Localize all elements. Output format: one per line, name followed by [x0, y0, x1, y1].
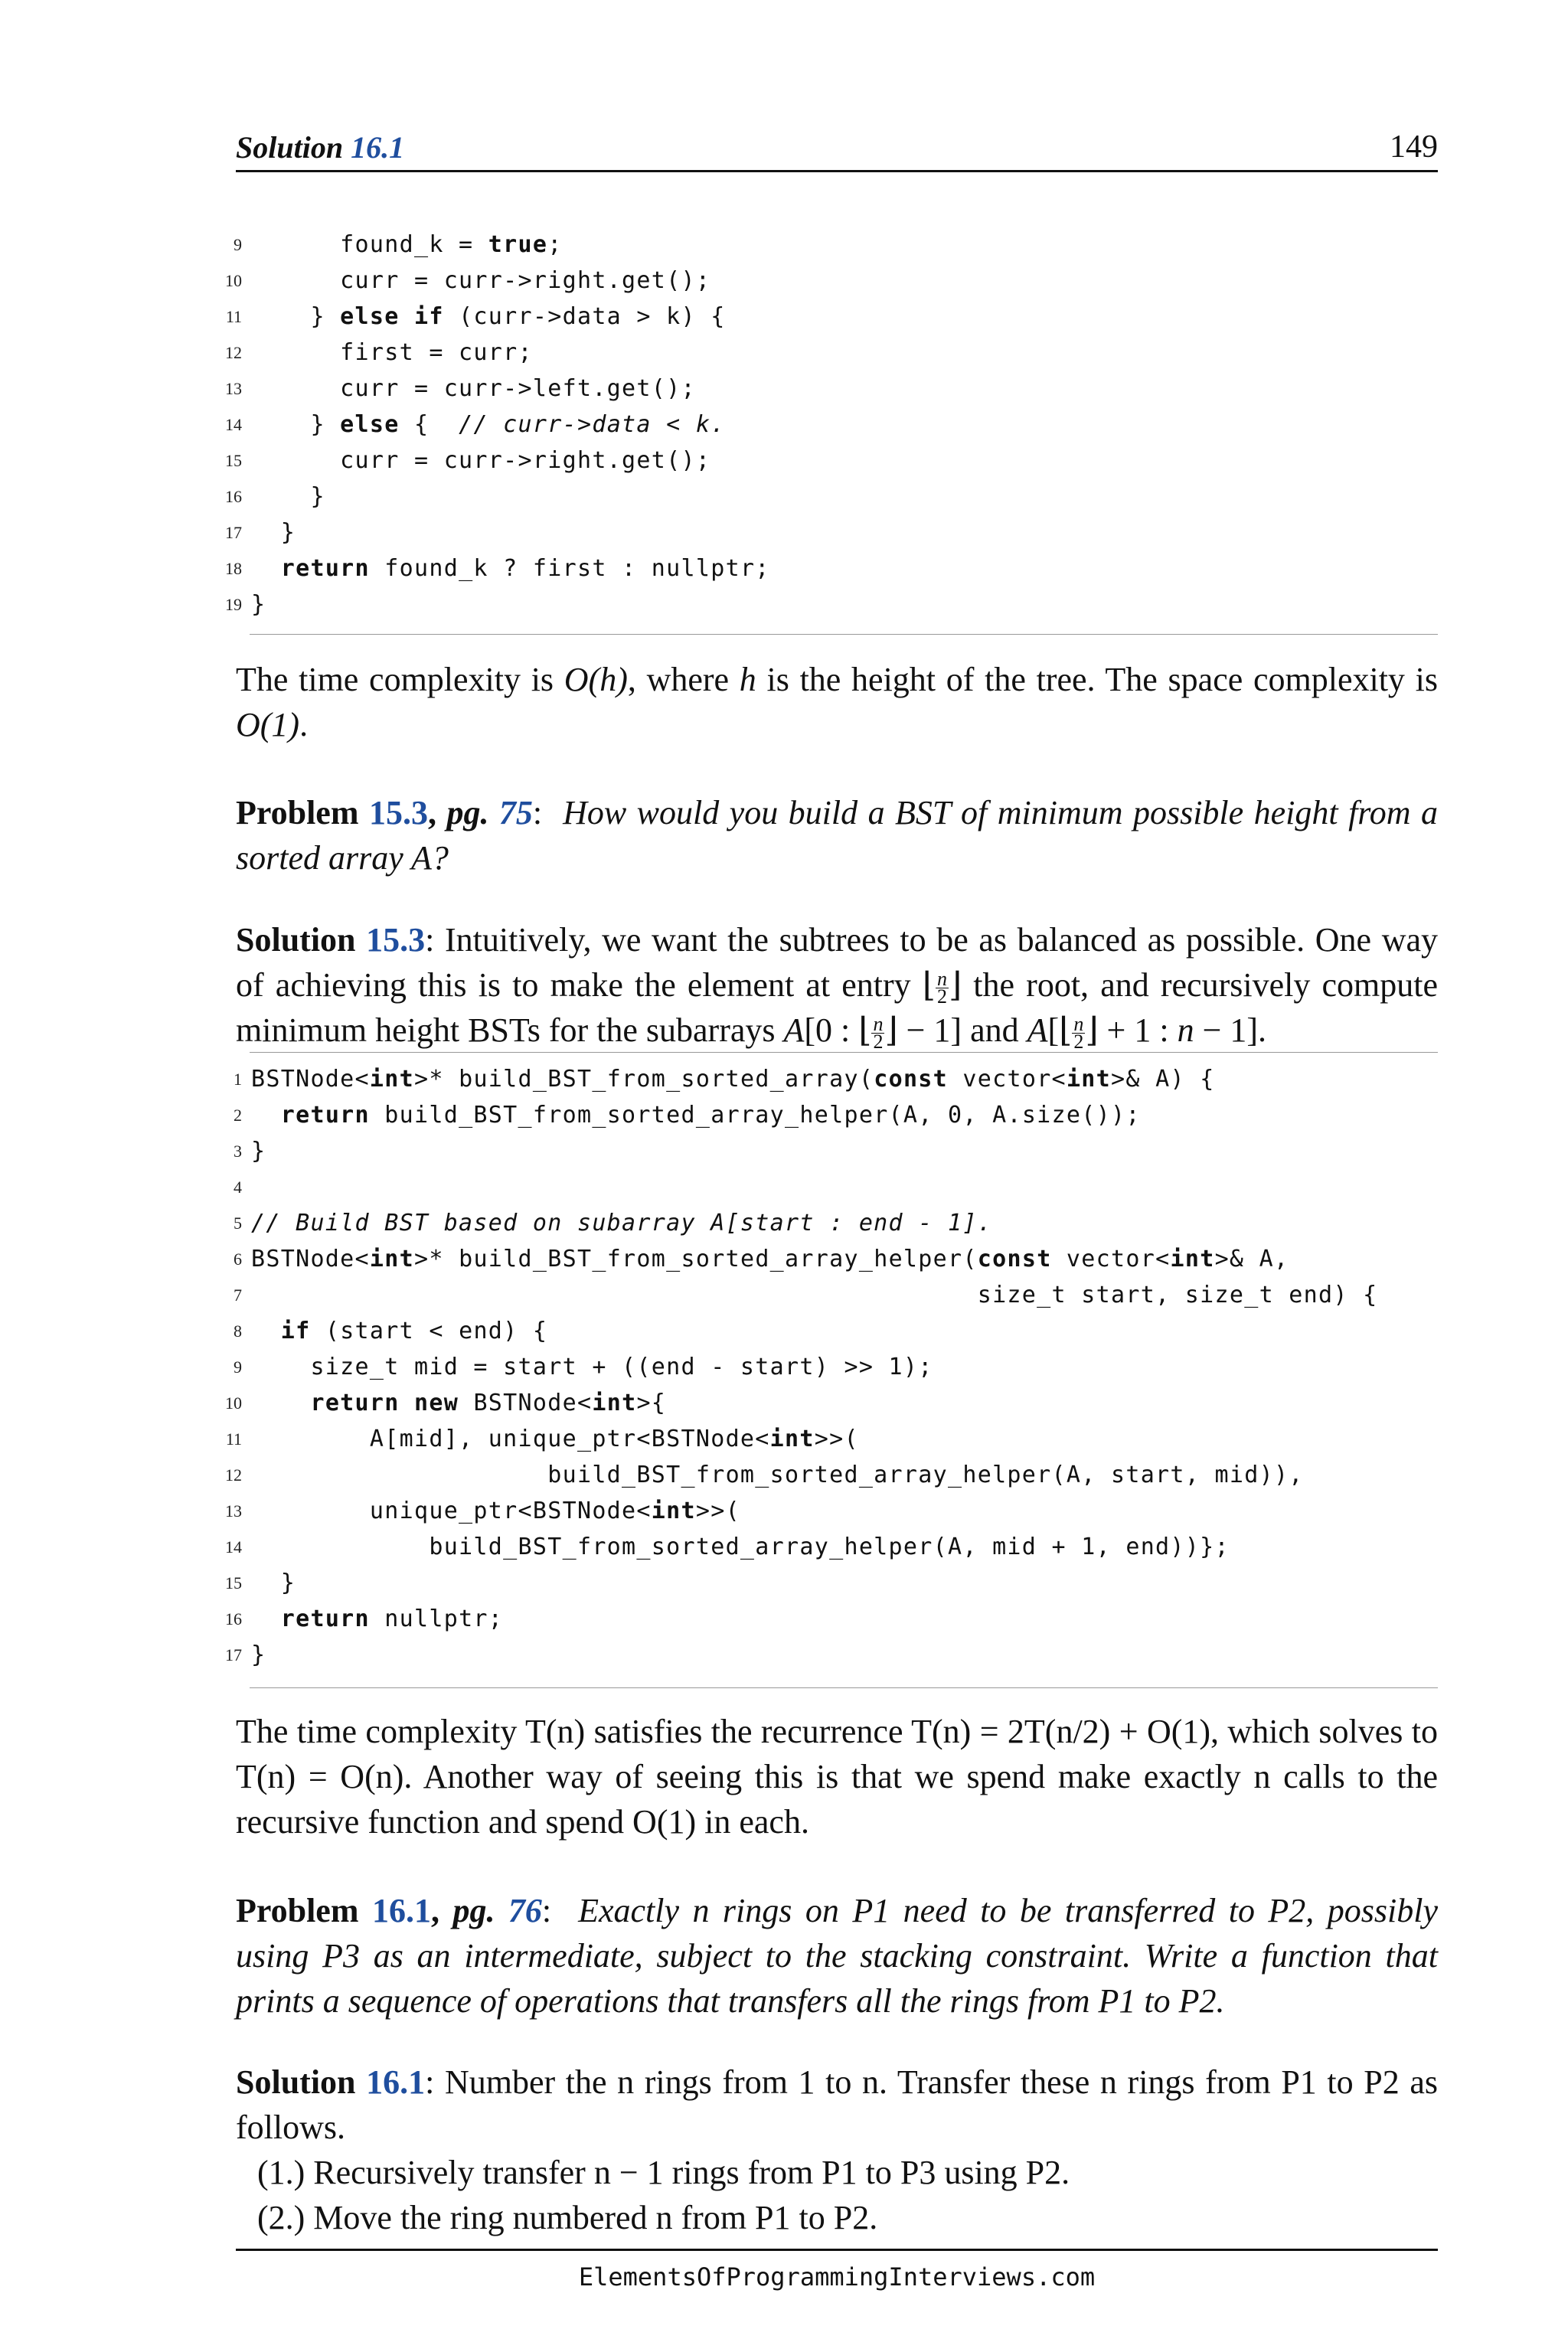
page-number: 149	[1390, 129, 1438, 165]
line-number: 18	[225, 559, 242, 578]
code-line: }	[251, 519, 296, 546]
subarray-left: A	[783, 1011, 805, 1049]
line-number: 3	[234, 1142, 242, 1161]
line-number: 2	[234, 1106, 242, 1125]
line-number: 7	[234, 1285, 242, 1305]
code-rule-top	[250, 1052, 1438, 1053]
line-number: 6	[234, 1250, 242, 1269]
problem-16-1: Problem 16.1, pg. 76: Exactly n rings on P1 need to be transferred to P2, possibly using P3 as an intermediate, subject to the stacking constraint. Write a function that prints a sequence of operations that transfers all the rings from P1 to P2.	[236, 1892, 1438, 2020]
code-line: }	[251, 1642, 266, 1668]
code-line: } else if (curr->data > k) {	[251, 303, 726, 330]
line-number: 10	[225, 271, 242, 290]
code-line: build_BST_from_sorted_array_helper(A, start, mid)),	[251, 1462, 1304, 1488]
page	[225, 0, 1439, 2352]
code-line: curr = curr->right.get();	[251, 267, 711, 294]
code-line: unique_ptr<BSTNode<int>>(	[251, 1498, 740, 1524]
code-line: found_k = true;	[251, 231, 563, 258]
complexity-paragraph-2: The time complexity T(n) satisfies the recurrence T(n) = 2T(n/2) + O(1), which solves to T(n) = O(n). Another way of seeing this is that we spend make exactly n calls to the recursive function and spend O(1) in each.	[236, 1713, 1438, 1841]
text-run: , where	[627, 661, 740, 698]
math-run: h	[739, 661, 756, 698]
line-number: 16	[225, 1609, 242, 1628]
code-line: }	[251, 591, 266, 618]
line-number: 9	[234, 1357, 242, 1377]
code-line: }	[251, 483, 325, 510]
code-line: size_t start, size_t end) {	[251, 1282, 1378, 1308]
step-2: (2.) Move the ring numbered n from P1 to P2.	[257, 2199, 878, 2236]
code-line: build_BST_from_sorted_array_helper(A, mid + 1, end))};	[251, 1534, 1230, 1560]
running-header	[236, 122, 1438, 172]
line-number: 14	[225, 1537, 242, 1557]
line-number: 10	[225, 1393, 242, 1413]
text-run: the root, and recursively compute minimum height BSTs for the subarrays	[236, 966, 1438, 1049]
problem-ref-link[interactable]: 16.1	[371, 1892, 431, 1929]
line-number: 16	[225, 487, 242, 506]
solution-label: Solution	[236, 2063, 356, 2101]
line-number: 9	[234, 235, 242, 254]
line-number: 17	[225, 1645, 242, 1664]
problem-ref-link[interactable]: 15.3	[368, 794, 428, 831]
line-number: 12	[225, 343, 242, 362]
problem-label: Problem	[236, 1892, 359, 1929]
solution-15-3: Solution 15.3: Intuitively, we want the subtrees to be as balanced as possible. One way of achieving this is to make the element at entry ⌊ $\frac{n}{2}$ ⌋ the root, and recursively compute minimum height BSTs for the subarrays A[0 : ⌊ $\frac{n}{2}$ ⌋ − 1] and A[⌊ $\frac{n}{2}$ ⌋ + 1 : n − 1].	[236, 921, 1439, 1054]
code-line: size_t mid = start + ((end - start) >> 1);	[251, 1354, 933, 1380]
code-line: first = curr;	[251, 339, 533, 366]
code-rule-bottom	[250, 634, 1438, 635]
line-number: 11	[225, 307, 242, 326]
problem-label: Problem	[236, 794, 359, 831]
code-line: return found_k ? first : nullptr;	[280, 555, 770, 582]
code-line: curr = curr->right.get();	[251, 447, 711, 474]
problem-statement: How would you build a BST of minimum possible height from a sorted array A?	[236, 794, 1439, 877]
page-ref-link[interactable]: 75	[498, 794, 533, 831]
code-line: BSTNode<int>* build_BST_from_sorted_array_helper(const vector<int>& A,	[251, 1246, 1289, 1272]
math-run: O(1)	[236, 706, 300, 743]
text-run: is the height of the tree. The space complexity is	[756, 661, 1438, 698]
line-number: 19	[225, 595, 242, 614]
text-run: Intuitively, we want the subtrees to be as balanced as possible. One way of achieving this is to make the element at entry	[236, 921, 1439, 1004]
solution-ref-link[interactable]: 16.1	[366, 2063, 426, 2101]
problem-15-3: Problem 15.3, pg. 75: How would you build a BST of minimum possible height from a sorted array A?	[236, 794, 1439, 877]
header-section-label: Solution	[236, 130, 344, 165]
code-line: return new BSTNode<int>{	[310, 1390, 667, 1416]
code-rule-bottom	[250, 1687, 1438, 1688]
code-line: return build_BST_from_sorted_array_helper(A, 0, A.size());	[280, 1102, 1141, 1129]
page-label: pg.	[446, 794, 499, 831]
line-number: 15	[225, 1573, 242, 1592]
line-number: 5	[234, 1214, 242, 1233]
solution-text: Number the n rings from 1 to n. Transfer these n rings from P1 to P2 as follows.	[236, 2063, 1438, 2146]
code-line: BSTNode<int>* build_BST_from_sorted_array(const vector<int>& A) {	[251, 1066, 1215, 1093]
page-label: pg.	[452, 1892, 508, 1929]
line-number: 8	[234, 1321, 242, 1341]
code-line: } else { // curr->data < k.	[251, 411, 726, 438]
footer-site[interactable]: ElementsOfProgrammingInterviews.com	[578, 2262, 1096, 2292]
floor-expression: ⌊ $\frac{n}{2}$ ⌋	[922, 966, 962, 1008]
code-line: }	[251, 1570, 296, 1596]
code-line: A[mid], unique_ptr<BSTNode<int>>(	[251, 1426, 859, 1452]
line-number: 1	[234, 1070, 242, 1089]
footer-rule	[236, 2249, 1438, 2251]
header-section	[236, 129, 404, 165]
text-run: and	[962, 1011, 1027, 1049]
code-line: // Build BST based on subarray A[start : end - 1].	[251, 1210, 993, 1236]
subarray-right: A	[1027, 1011, 1048, 1049]
solution-ref-link[interactable]: 15.3	[366, 921, 426, 959]
text-run: .	[1258, 1011, 1267, 1049]
line-number: 14	[225, 415, 242, 434]
line-number: 4	[234, 1178, 242, 1197]
line-number: 15	[225, 451, 242, 470]
solution-16-1: Solution 16.1: Number the n rings from 1 to n. Transfer these n rings from P1 to P2 as follows.	[236, 2063, 1438, 2146]
text-run: The time complexity is	[236, 661, 564, 698]
math-run: O(h)	[564, 661, 628, 698]
line-number: 17	[225, 523, 242, 542]
text-run: .	[299, 706, 309, 743]
complexity-paragraph-1	[236, 657, 1438, 747]
code-line: curr = curr->left.get();	[251, 375, 696, 402]
code-line: if (start < end) {	[280, 1318, 548, 1344]
line-number: 13	[225, 1501, 242, 1521]
line-number: 11	[225, 1429, 242, 1449]
code-line: }	[251, 1138, 266, 1165]
header-section-ref[interactable]: 16.1	[351, 130, 405, 165]
problem-statement: Exactly n rings on P1 need to be transferred to P2, possibly using P3 as an intermediate, subject to the stacking constraint. Write a function that prints a sequence of operations that transfers all the rings from P1 to P2.	[236, 1892, 1438, 2020]
line-number: 13	[225, 379, 242, 398]
code-line: return nullptr;	[280, 1606, 504, 1632]
step-1: (1.) Recursively transfer n − 1 rings from P1 to P3 using P2.	[257, 2154, 1070, 2191]
line-number: 12	[225, 1465, 242, 1485]
page-ref-link[interactable]: 76	[508, 1892, 542, 1929]
solution-label: Solution	[236, 921, 356, 959]
